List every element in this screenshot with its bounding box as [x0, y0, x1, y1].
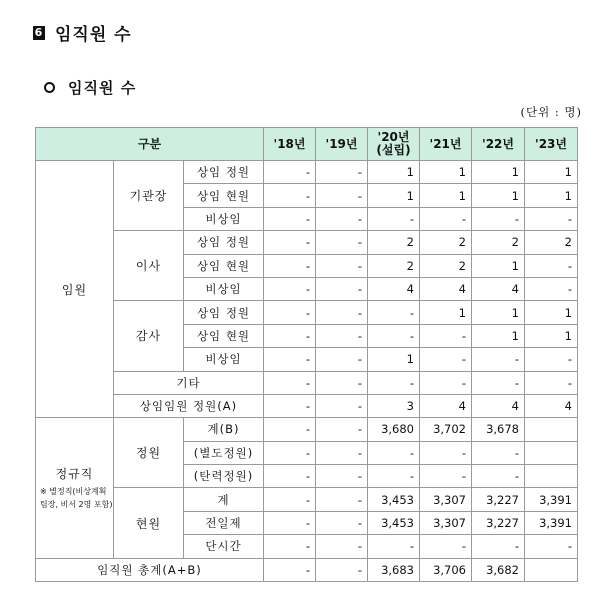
- value-cell: -: [264, 441, 316, 464]
- value-cell: 3,307: [420, 488, 472, 511]
- table-row: [36, 394, 578, 417]
- value-cell: -: [316, 301, 368, 324]
- value-cell: -: [420, 441, 472, 464]
- value-cell: 3,453: [368, 488, 420, 511]
- value-cell: -: [264, 348, 316, 371]
- value-cell: 4: [368, 277, 420, 300]
- value-cell: 4: [420, 277, 472, 300]
- row-label: (탄력정원): [184, 465, 264, 488]
- header-year: '20년 (설립): [368, 128, 420, 161]
- table-row: [36, 371, 578, 394]
- value-cell: 3,680: [368, 418, 420, 441]
- row-label: 계(B): [184, 418, 264, 441]
- value-cell: -: [264, 231, 316, 254]
- header-year: '22년: [472, 128, 525, 161]
- value-cell: 3: [368, 394, 420, 417]
- value-cell: 2: [368, 231, 420, 254]
- value-cell: 3,307: [420, 511, 472, 534]
- group-quota: 정원: [114, 418, 184, 488]
- row-label: 상임임원 정원(A): [114, 394, 264, 417]
- table-row: [36, 231, 578, 254]
- header-year: '23년: [525, 128, 578, 161]
- value-cell: -: [420, 465, 472, 488]
- value-cell: 3,227: [472, 511, 525, 534]
- value-cell: -: [420, 324, 472, 347]
- row-label: 비상임: [184, 348, 264, 371]
- value-cell: -: [525, 371, 578, 394]
- staff-count-table: [35, 127, 578, 582]
- table-header-row: [36, 128, 578, 161]
- value-cell: 1: [420, 161, 472, 184]
- value-cell: -: [472, 441, 525, 464]
- value-cell: 1: [525, 184, 578, 207]
- value-cell: -: [316, 348, 368, 371]
- row-label: 임직원 총계(A+B): [36, 558, 264, 581]
- value-cell: -: [525, 207, 578, 230]
- table-row: [36, 161, 578, 184]
- value-cell: -: [420, 371, 472, 394]
- value-cell: 1: [368, 161, 420, 184]
- value-cell: -: [264, 324, 316, 347]
- row-label: 비상임: [184, 207, 264, 230]
- value-cell: 2: [368, 254, 420, 277]
- value-cell: [525, 558, 578, 581]
- value-cell: 4: [472, 277, 525, 300]
- value-cell: 3,678: [472, 418, 525, 441]
- table-row: [36, 488, 578, 511]
- value-cell: 3,227: [472, 488, 525, 511]
- value-cell: -: [264, 535, 316, 558]
- value-cell: -: [525, 254, 578, 277]
- value-cell: 1: [472, 254, 525, 277]
- value-cell: 1: [472, 324, 525, 347]
- value-cell: 3,391: [525, 511, 578, 534]
- value-cell: 4: [472, 394, 525, 417]
- group-executives: 임원: [36, 161, 114, 418]
- value-cell: 3,683: [368, 558, 420, 581]
- value-cell: 1: [525, 161, 578, 184]
- value-cell: 1: [420, 184, 472, 207]
- value-cell: -: [472, 535, 525, 558]
- value-cell: -: [472, 465, 525, 488]
- value-cell: 1: [368, 348, 420, 371]
- value-cell: -: [472, 371, 525, 394]
- header-category: 구분: [36, 128, 264, 161]
- value-cell: [525, 418, 578, 441]
- row-label: 상임 현원: [184, 254, 264, 277]
- group-director: 이사: [114, 231, 184, 301]
- value-cell: 1: [368, 184, 420, 207]
- value-cell: 3,702: [420, 418, 472, 441]
- value-cell: -: [264, 184, 316, 207]
- value-cell: -: [316, 254, 368, 277]
- value-cell: -: [264, 254, 316, 277]
- value-cell: -: [525, 277, 578, 300]
- table-row: [36, 418, 578, 441]
- value-cell: 1: [472, 161, 525, 184]
- value-cell: -: [316, 207, 368, 230]
- value-cell: -: [368, 301, 420, 324]
- group-regular: [36, 418, 114, 558]
- value-cell: -: [264, 277, 316, 300]
- group-current: 현원: [114, 488, 184, 558]
- section-title-text: 임직원 수: [55, 25, 132, 45]
- row-label: 상임 정원: [184, 231, 264, 254]
- value-cell: -: [368, 207, 420, 230]
- row-label: 계: [184, 488, 264, 511]
- table-row: [36, 301, 578, 324]
- value-cell: 4: [420, 394, 472, 417]
- value-cell: -: [264, 394, 316, 417]
- row-label: 상임 현원: [184, 324, 264, 347]
- value-cell: -: [472, 348, 525, 371]
- value-cell: 3,453: [368, 511, 420, 534]
- value-cell: -: [264, 301, 316, 324]
- row-label: 전일제: [184, 511, 264, 534]
- value-cell: 2: [525, 231, 578, 254]
- value-cell: -: [316, 511, 368, 534]
- section-number-badge: 6: [34, 26, 44, 39]
- value-cell: -: [525, 348, 578, 371]
- value-cell: -: [316, 184, 368, 207]
- value-cell: -: [368, 535, 420, 558]
- value-cell: -: [264, 207, 316, 230]
- group-regular-note: ※ 별정직(비상계획팀장, 비서 2명 포함): [40, 486, 113, 509]
- row-label: 비상임: [184, 277, 264, 300]
- value-cell: -: [316, 441, 368, 464]
- value-cell: 2: [420, 254, 472, 277]
- value-cell: -: [264, 161, 316, 184]
- section-title: [33, 20, 132, 45]
- value-cell: -: [316, 535, 368, 558]
- group-chair: 기관장: [114, 161, 184, 231]
- header-year: '21년: [420, 128, 472, 161]
- row-label: 상임 현원: [184, 184, 264, 207]
- value-cell: -: [264, 465, 316, 488]
- header-year: '19년: [316, 128, 368, 161]
- value-cell: -: [420, 207, 472, 230]
- value-cell: 1: [525, 301, 578, 324]
- value-cell: -: [316, 465, 368, 488]
- value-cell: [525, 465, 578, 488]
- value-cell: -: [316, 324, 368, 347]
- row-label: 상임 정원: [184, 161, 264, 184]
- value-cell: 2: [472, 231, 525, 254]
- value-cell: -: [316, 418, 368, 441]
- group-auditor: 감사: [114, 301, 184, 371]
- value-cell: -: [368, 441, 420, 464]
- value-cell: -: [525, 535, 578, 558]
- subsection-title-text: 임직원 수: [68, 79, 137, 97]
- value-cell: [525, 441, 578, 464]
- bullet-circle-icon: [44, 82, 55, 93]
- unit-label: (단위 : 명): [520, 105, 582, 119]
- value-cell: 1: [472, 301, 525, 324]
- value-cell: -: [420, 535, 472, 558]
- value-cell: -: [368, 465, 420, 488]
- value-cell: -: [264, 418, 316, 441]
- value-cell: -: [264, 558, 316, 581]
- value-cell: -: [368, 371, 420, 394]
- value-cell: -: [316, 161, 368, 184]
- subsection-title: [44, 77, 136, 98]
- row-label: (별도정원): [184, 441, 264, 464]
- value-cell: -: [420, 348, 472, 371]
- value-cell: 4: [525, 394, 578, 417]
- header-year: '18년: [264, 128, 316, 161]
- value-cell: -: [264, 488, 316, 511]
- value-cell: -: [264, 511, 316, 534]
- value-cell: 1: [472, 184, 525, 207]
- value-cell: -: [368, 324, 420, 347]
- value-cell: -: [316, 277, 368, 300]
- value-cell: -: [316, 371, 368, 394]
- value-cell: 2: [420, 231, 472, 254]
- row-label: 상임 정원: [184, 301, 264, 324]
- value-cell: -: [316, 394, 368, 417]
- value-cell: 3,391: [525, 488, 578, 511]
- value-cell: 1: [525, 324, 578, 347]
- value-cell: 1: [420, 301, 472, 324]
- value-cell: -: [316, 231, 368, 254]
- value-cell: 3,706: [420, 558, 472, 581]
- value-cell: 3,682: [472, 558, 525, 581]
- row-label: 단시간: [184, 535, 264, 558]
- table-row: [36, 558, 578, 581]
- value-cell: -: [264, 371, 316, 394]
- group-regular-label: 정규직: [55, 466, 94, 481]
- value-cell: -: [472, 207, 525, 230]
- value-cell: -: [316, 488, 368, 511]
- row-label: 기타: [114, 371, 264, 394]
- value-cell: -: [316, 558, 368, 581]
